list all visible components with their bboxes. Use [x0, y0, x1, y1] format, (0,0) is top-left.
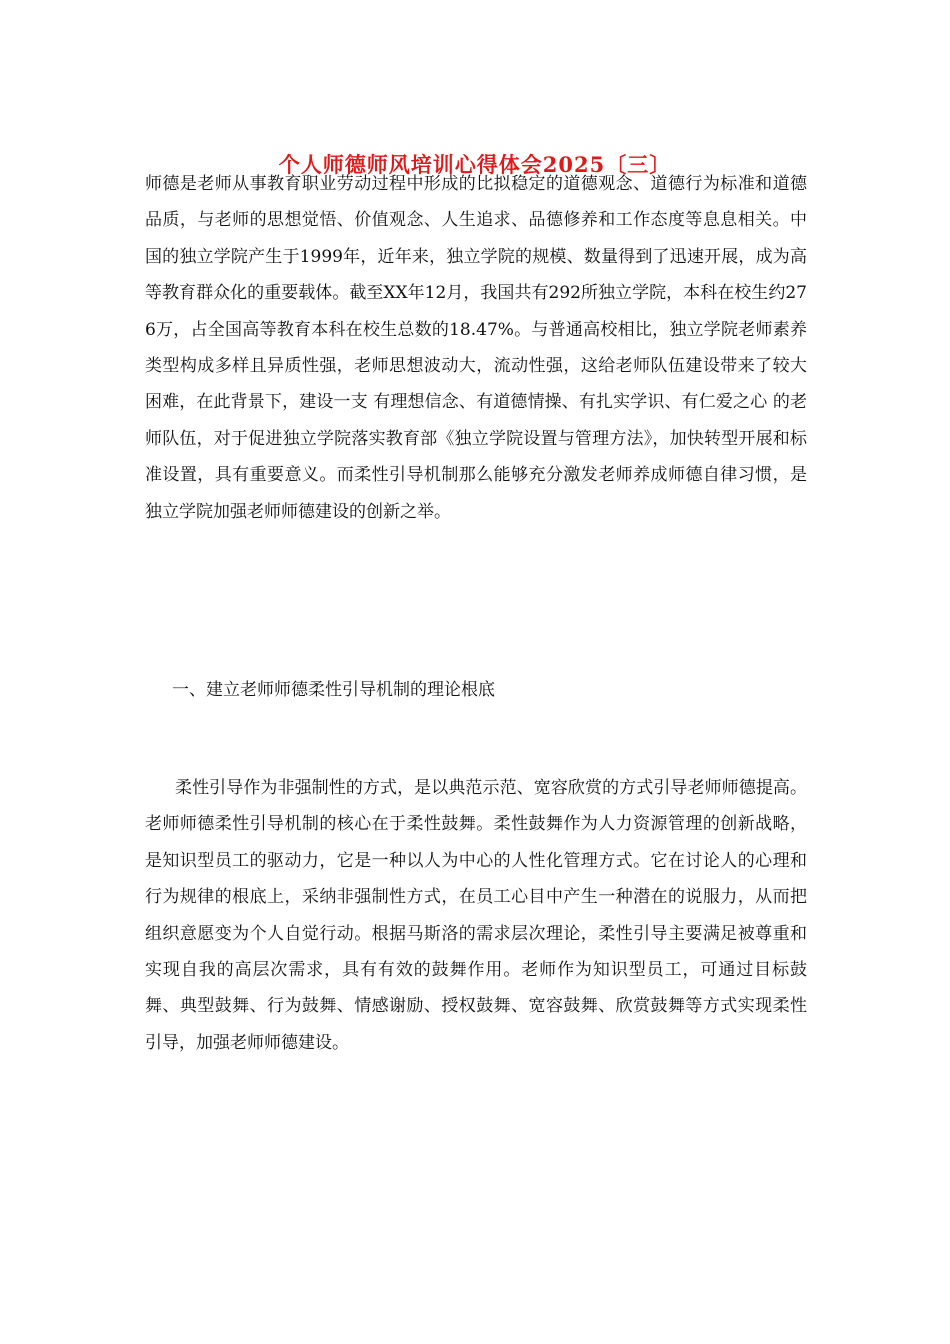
body-paragraph-theory: 柔性引导作为非强制性的方式，是以典范示范、宽容欣赏的方式引导老师师德提高。老师师德柔性引导机制的核心在于柔性鼓舞。柔性鼓舞作为人力资源管理的创新战略，是知识型员工的驱动力，它是一种以人为中心的人性化管理方式。它在讨论人的心理和行为规律的根底上，采纳非强制性方式，在员工心目中产生一种潜在的说服力，从而把组织意愿变为个人自觉行动。根据马斯洛的需求层次理论，柔性引导主要满足被尊重和实现自我的高层次需求，具有有效的鼓舞作用。老师作为知识型员工，可通过目标鼓舞、典型鼓舞、行为鼓舞、情感谢励、授权鼓舞、宽容鼓舞、欣赏鼓舞等方式实现柔性引导，加强老师师德建设。	[145, 778, 807, 1053]
body-paragraph-intro: 师德是老师从事教育职业劳动过程中形成的比拟稳定的道德观念、道德行为标准和道德品质，与老师的思想觉悟、价值观念、人生追求、品德修养和工作态度等息息相关。中国的独立学院产生于1999年，近年来，独立学院的规模、数量得到了迅速开展，成为高等教育群众化的重要载体。截至XX年12月，我国共有292所独立学院，本科在校生约276万，占全国高等教育本科在校生总数的18.47%。与普通高校相比，独立学院老师素养类型构成多样且异质性强，老师思想波动大，流动性强，这给老师队伍建设带来了较大困难，在此背景下，建设一支 有理想信念、有道德情操、有扎实学识、有仁爱之心 的老师队伍，对于促进独立学院落实教育部《独立学院设置与管理方法》，加快转型开展和标准设置，具有重要意义。而柔性引导机制那么能够充分激发老师养成师德自律习惯，是独立学院加强老师师德建设的创新之举。	[145, 174, 807, 522]
section-heading: 一、建立老师师德柔性引导机制的理论根底	[172, 680, 495, 700]
document-title: 个人师德师风培训心得体会2025〔三〕	[278, 152, 672, 177]
